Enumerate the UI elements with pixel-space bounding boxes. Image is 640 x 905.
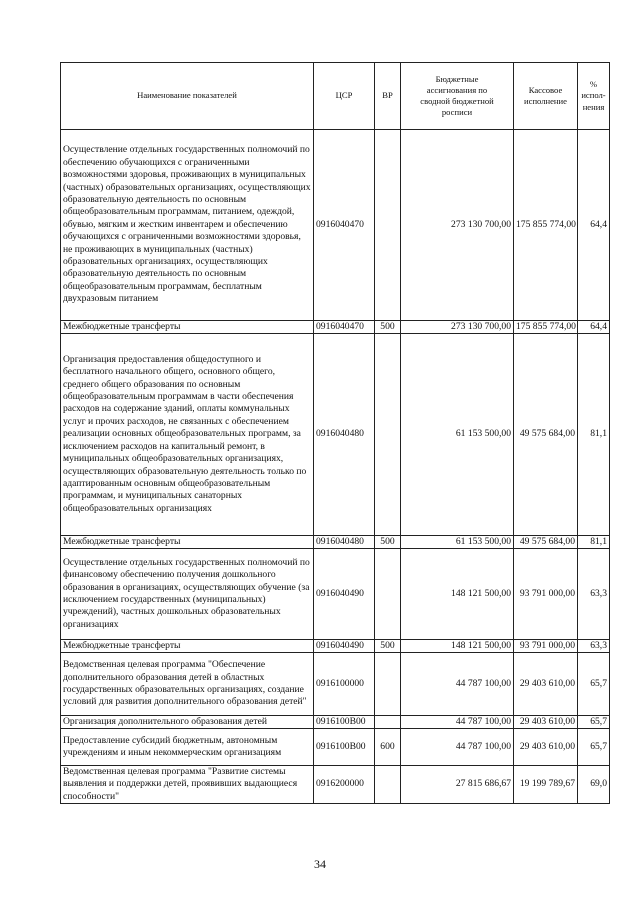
row-name: Ведомственная целевая программа "Обеспечение дополнительного образования детей в областных государственных образовательных организациях, создание условий для развития дополнительного образования детей" bbox=[61, 653, 314, 716]
table-row bbox=[61, 729, 610, 766]
row-vr: 500 bbox=[375, 321, 401, 334]
row-name: Организация предоставления общедоступного и бесплатного начального общего, основного общего, среднего общего образования по основным общеобразовательным программам в части обеспечения расходов на содержание зданий, оплаты коммунальных услуг и прочих расходов, не связанных с обеспечением реализации основных общеобразовательных программ, за исключением расходов на капитальный ремонт, в муниципальных общеобразовательных организациях, осуществляющих образовательную деятельность только по адаптированным основным общеобразовательным программам, и муниципальных санаторных общеобразовательных организациях bbox=[61, 334, 314, 536]
row-csr: 0916040480 bbox=[314, 536, 375, 549]
table-row bbox=[61, 334, 610, 536]
header-budget: Бюджетные ассигнования по сводной бюджетной росписи bbox=[401, 63, 514, 130]
table-row bbox=[61, 766, 610, 804]
row-cash: 175 855 774,00 bbox=[514, 321, 578, 334]
row-name: Организация дополнительного образования детей bbox=[61, 716, 314, 729]
row-percent: 64,4 bbox=[578, 321, 610, 334]
row-cash: 93 791 000,00 bbox=[514, 549, 578, 640]
row-cash: 49 575 684,00 bbox=[514, 334, 578, 536]
row-csr: 0916040490 bbox=[314, 549, 375, 640]
row-percent: 65,7 bbox=[578, 653, 610, 716]
table-row bbox=[61, 640, 610, 653]
budget-execution-table bbox=[60, 62, 610, 804]
row-csr: 0916100B00 bbox=[314, 729, 375, 766]
row-csr: 0916040490 bbox=[314, 640, 375, 653]
row-name: Межбюджетные трансферты bbox=[61, 536, 314, 549]
row-vr bbox=[375, 766, 401, 804]
header-csr: ЦСР bbox=[314, 63, 375, 130]
row-name: Осуществление отдельных государственных полномочий по обеспечению обучающихся с ограниченными возможностями здоровья, проживающих в муниципальных (частных) образовательных организациях, осуществляющих образовательную деятельность по основным общеобразовательным программам, питанием, одеждой, обувью, мягким и жестким инвентарем и обеспечению обучающихся с ограниченными возможностями здоровья, не проживающих в муниципальных (частных) образовательных организациях, осуществляющих образовательную деятельность по основным общеобразовательным программам, бесплатным двухразовым питанием bbox=[61, 130, 314, 321]
table-row bbox=[61, 536, 610, 549]
row-cash: 29 403 610,00 bbox=[514, 729, 578, 766]
row-name: Осуществление отдельных государственных полномочий по финансовому обеспечению получения дошкольного образования в организациях, осуществляющих обучение (за исключением государственных (муниципальных) учреждений), частных дошкольных образовательных организациях bbox=[61, 549, 314, 640]
row-name: Предоставление субсидий бюджетным, автономным учреждениям и иным некоммерческим организациям bbox=[61, 729, 314, 766]
row-csr: 0916040470 bbox=[314, 130, 375, 321]
row-percent: 65,7 bbox=[578, 716, 610, 729]
row-vr bbox=[375, 130, 401, 321]
row-cash: 29 403 610,00 bbox=[514, 653, 578, 716]
row-vr bbox=[375, 334, 401, 536]
row-percent: 63,3 bbox=[578, 640, 610, 653]
row-budget: 273 130 700,00 bbox=[401, 321, 514, 334]
page-number: 34 bbox=[314, 857, 326, 871]
row-vr bbox=[375, 716, 401, 729]
table-row bbox=[61, 130, 610, 321]
row-percent: 65,7 bbox=[578, 729, 610, 766]
row-percent: 64,4 bbox=[578, 130, 610, 321]
row-csr: 0916100B00 bbox=[314, 716, 375, 729]
row-budget: 61 153 500,00 bbox=[401, 334, 514, 536]
table-row bbox=[61, 716, 610, 729]
row-budget: 273 130 700,00 bbox=[401, 130, 514, 321]
row-name: Межбюджетные трансферты bbox=[61, 640, 314, 653]
table-row bbox=[61, 321, 610, 334]
row-name: Ведомственная целевая программа "Развитие системы выявления и поддержки детей, проявивших выдающиеся способности" bbox=[61, 766, 314, 804]
row-vr: 500 bbox=[375, 536, 401, 549]
row-cash: 175 855 774,00 bbox=[514, 130, 578, 321]
row-vr bbox=[375, 549, 401, 640]
row-percent: 63,3 bbox=[578, 549, 610, 640]
header-vr: ВР bbox=[375, 63, 401, 130]
row-vr bbox=[375, 653, 401, 716]
row-cash: 29 403 610,00 bbox=[514, 716, 578, 729]
row-name: Межбюджетные трансферты bbox=[61, 321, 314, 334]
header-name: Наименование показателей bbox=[61, 63, 314, 130]
row-csr: 0916040480 bbox=[314, 334, 375, 536]
table-row bbox=[61, 653, 610, 716]
row-budget: 148 121 500,00 bbox=[401, 549, 514, 640]
row-csr: 0916100000 bbox=[314, 653, 375, 716]
header-cash: Кассовое исполнение bbox=[514, 63, 578, 130]
row-budget: 148 121 500,00 bbox=[401, 640, 514, 653]
row-percent: 69,0 bbox=[578, 766, 610, 804]
table-header-row bbox=[61, 63, 610, 130]
row-cash: 93 791 000,00 bbox=[514, 640, 578, 653]
row-budget: 44 787 100,00 bbox=[401, 653, 514, 716]
row-vr: 500 bbox=[375, 640, 401, 653]
row-percent: 81,1 bbox=[578, 536, 610, 549]
row-percent: 81,1 bbox=[578, 334, 610, 536]
row-csr: 0916200000 bbox=[314, 766, 375, 804]
row-csr: 0916040470 bbox=[314, 321, 375, 334]
row-cash: 49 575 684,00 bbox=[514, 536, 578, 549]
row-budget: 44 787 100,00 bbox=[401, 729, 514, 766]
row-vr: 600 bbox=[375, 729, 401, 766]
row-budget: 44 787 100,00 bbox=[401, 716, 514, 729]
table-row bbox=[61, 549, 610, 640]
row-cash: 19 199 789,67 bbox=[514, 766, 578, 804]
header-percent: % испол-нения bbox=[578, 63, 610, 130]
row-budget: 27 815 686,67 bbox=[401, 766, 514, 804]
row-budget: 61 153 500,00 bbox=[401, 536, 514, 549]
